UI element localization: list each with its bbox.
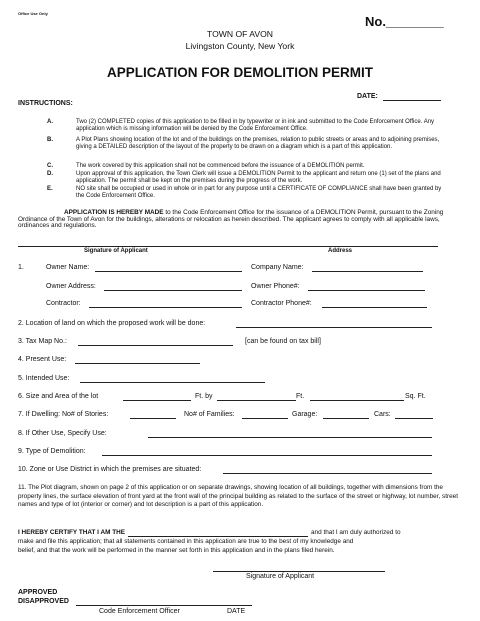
address-label: Address <box>328 248 353 254</box>
instruction-letter: E. <box>47 186 53 192</box>
location-field[interactable] <box>236 327 432 328</box>
contractor-phone-label: Contractor Phone#: <box>251 300 312 307</box>
owner-phone-field[interactable] <box>308 290 425 291</box>
location-label: 2. Location of land on which the proposed work will be done: <box>18 320 206 327</box>
owner-address-label: Owner Address: <box>46 283 96 290</box>
contractor-label: Contractor: <box>46 300 81 307</box>
tax-map-note: [can be found on tax bill] <box>245 338 321 345</box>
lot-size-label: 6. Size and Area of the lot <box>18 393 99 400</box>
intended-use-field[interactable] <box>80 382 265 383</box>
instruction-text: Upon approval of this application, the Town Clerk will issue a DEMOLITION Permit to the applicant and return one (1) set of the plans and application. The permit shall be kept on the premises during the progress of the work. <box>76 171 441 184</box>
applicant-signature-line[interactable] <box>18 246 438 247</box>
owner-name-field[interactable] <box>95 271 242 272</box>
cars-label: Cars: <box>374 411 391 418</box>
dwelling-stories-label: 7. If Dwelling: No# of Stories: <box>18 411 109 418</box>
owner-name-label: Owner Name: <box>46 264 90 271</box>
application-statement <box>18 210 466 230</box>
company-name-label: Company Name: <box>251 264 304 271</box>
instruction-text: Two (2) COMPLETED copies of this application to be filled in by typewriter or in ink and submitted to the Code Enforcement Office. Any application which is missing information will be denied by the Code Enforcement Office. <box>76 119 435 132</box>
lot-area-field[interactable] <box>310 400 404 401</box>
officer-signature-line[interactable] <box>76 605 252 606</box>
garage-field[interactable] <box>323 418 369 419</box>
page-title: APPLICATION FOR DEMOLITION PERMIT <box>107 65 373 80</box>
company-name-field[interactable] <box>312 271 423 272</box>
other-use-label: 8. If Other Use, Specify Use: <box>18 430 107 437</box>
zone-label: 10. Zone or Use District in which the premises are situated: <box>18 466 202 473</box>
instruction-letter: D. <box>47 171 53 177</box>
disapproved-label: DISAPPROVED <box>18 598 69 605</box>
demolition-type-label: 9. Type of Demolition: <box>18 448 86 455</box>
families-label: No# of Families: <box>184 411 235 418</box>
certify-mid: and that I am duly authorized to <box>311 529 401 536</box>
tax-map-label: 3. Tax Map No.: <box>18 338 67 345</box>
instruction-letter: A. <box>47 119 53 125</box>
plot-diagram-statement: 11. The Plot diagram, shown on page 2 of this application or on separate drawings, showing location of all buildings, together with dimensions from the property lines, the surface elevation of front yard at the front wall of the principal building as related to the surface of the street or highway, lot number, street names and type of lot (interior or corner) and lot description is a part of this application. <box>18 484 459 509</box>
application-statement-lead: APPLICATION IS HEREBY MADE <box>64 209 164 216</box>
contractor-phone-field[interactable] <box>322 307 427 308</box>
instruction-letter: C. <box>47 163 53 169</box>
signature-of-applicant-label: Signature of Applicant <box>84 248 148 254</box>
demolition-type-field[interactable] <box>102 455 432 456</box>
instruction-text: NO site shall be occupied or used in whole or in part for any purpose until a CERTIFICATE OF COMPLIANCE shall have been granted by the Code Enforcement Office. <box>76 186 442 199</box>
instructions-heading: INSTRUCTIONS: <box>18 100 73 107</box>
lot-width-field[interactable] <box>123 400 191 401</box>
present-use-label: 4. Present Use: <box>18 356 67 363</box>
certify-line-3: belief, and that the work will be performed in the manner set forth in this application and in the plans filed herein. <box>18 547 335 554</box>
instruction-letter: B. <box>47 137 53 143</box>
sqft-label: Sq. Ft. <box>405 393 426 400</box>
garage-label: Garage: <box>292 411 318 418</box>
code-enforcement-officer-label: Code Enforcement Officer <box>99 608 180 615</box>
certify-line-2: make and file this application; that all statements contained in this application are true to the best of my knowledge and <box>18 538 354 545</box>
certify-signature-line[interactable] <box>213 571 385 572</box>
date-field[interactable] <box>383 100 441 101</box>
county-name: Livingston County, New York <box>185 41 295 51</box>
footer-date-label: DATE <box>227 608 246 615</box>
instruction-text: A Plot Plans showing location of the lot and of the buildings on the premises, relation to public streets or areas and to adjoining premises, giving a DETAILED description of the layout of the property to be drawn on a diagram which is a part of this application. <box>76 137 440 150</box>
intended-use-label: 5. Intended Use: <box>18 375 70 382</box>
field-number-1: 1. <box>18 264 24 271</box>
instruction-text: The work covered by this application shall not be commenced before the issuance of a DEMOLITION permit. <box>76 163 365 169</box>
ft-label: Ft. <box>296 393 305 400</box>
zone-field[interactable] <box>223 473 432 474</box>
cars-field[interactable] <box>395 418 433 419</box>
present-use-field[interactable] <box>75 363 200 364</box>
stories-field[interactable] <box>130 418 176 419</box>
families-field[interactable] <box>242 418 288 419</box>
tax-map-field[interactable] <box>78 345 233 346</box>
lot-depth-field[interactable] <box>217 400 296 401</box>
office-use-label: Office Use Only <box>18 11 48 16</box>
certify-role-field[interactable] <box>128 536 308 537</box>
town-name: TOWN OF AVON <box>206 29 274 39</box>
owner-phone-label: Owner Phone#: <box>251 283 300 290</box>
owner-address-field[interactable] <box>104 290 242 291</box>
ft-by-label: Ft. by <box>195 393 213 400</box>
certify-lead: I HEREBY CERTIFY THAT I AM THE <box>18 529 125 536</box>
other-use-field[interactable] <box>148 437 432 438</box>
application-statement-body: to the Code Enforcement Office for the issuance of a DEMOLITION Permit, pursuant to the Zoning Ordinance of the Town of Avon for the buildings, alterations or relocation as herein described. The applicant agrees to comply with all applicable laws, ordinances and regulations. <box>18 209 444 230</box>
date-label: DATE: <box>357 93 378 100</box>
contractor-field[interactable] <box>89 307 242 308</box>
permit-number-field[interactable]: No.________ <box>365 14 444 29</box>
approved-label: APPROVED <box>18 589 58 596</box>
certify-signature-label: Signature of Applicant <box>246 573 315 580</box>
